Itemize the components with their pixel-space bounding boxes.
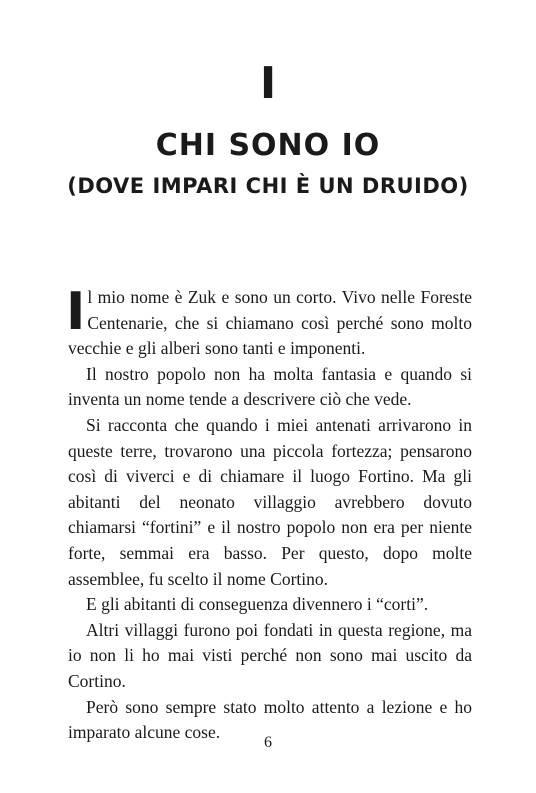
paragraph-3: Si racconta che quando i miei antenati arrivarono in queste terre, trovarono una piccola fortezza; pensarono così di viverci e di chiamare il luogo Fortino. Ma gli abitanti del neonato villaggio avrebbero dovuto chiamarsi “fortini” e il nostro popolo non era per niente forte, semmai era basso. Per questo, dopo molte assemblee, fu scelto il nome Cortino. [68, 414, 472, 589]
paragraph-5: Altri villaggi furono poi fondati in questa regione, ma io non li ho mai visti perché non sono mai uscito da Cortino. [68, 619, 472, 691]
paragraph-6: Però sono sempre stato molto attento a lezione e ho imparato alcune cose. [68, 696, 472, 743]
paragraph-4: E gli abitanti di conseguenza divennero i “corti”. [86, 594, 429, 615]
chapter-title: CHI SONO IO [155, 128, 381, 163]
drop-cap: I [66, 282, 86, 342]
paragraph-2: Il nostro popolo non ha molta fantasia e quando si inventa un nome tende a descrivere ciò che vede. [68, 363, 472, 410]
page-number: 6 [264, 734, 272, 751]
chapter-number: I [259, 58, 277, 109]
chapter-body [66, 282, 472, 746]
chapter-subtitle: (DOVE IMPARI CHI È UN DRUIDO) [67, 174, 469, 198]
paragraph-1 [66, 282, 472, 362]
paragraph-1-text: l mio nome è Zuk e sono un corto. Vivo nelle Foreste Centenarie, che si chiamano così perché sono molto vecchie e gli alberi sono tanti e imponenti. [68, 287, 472, 359]
